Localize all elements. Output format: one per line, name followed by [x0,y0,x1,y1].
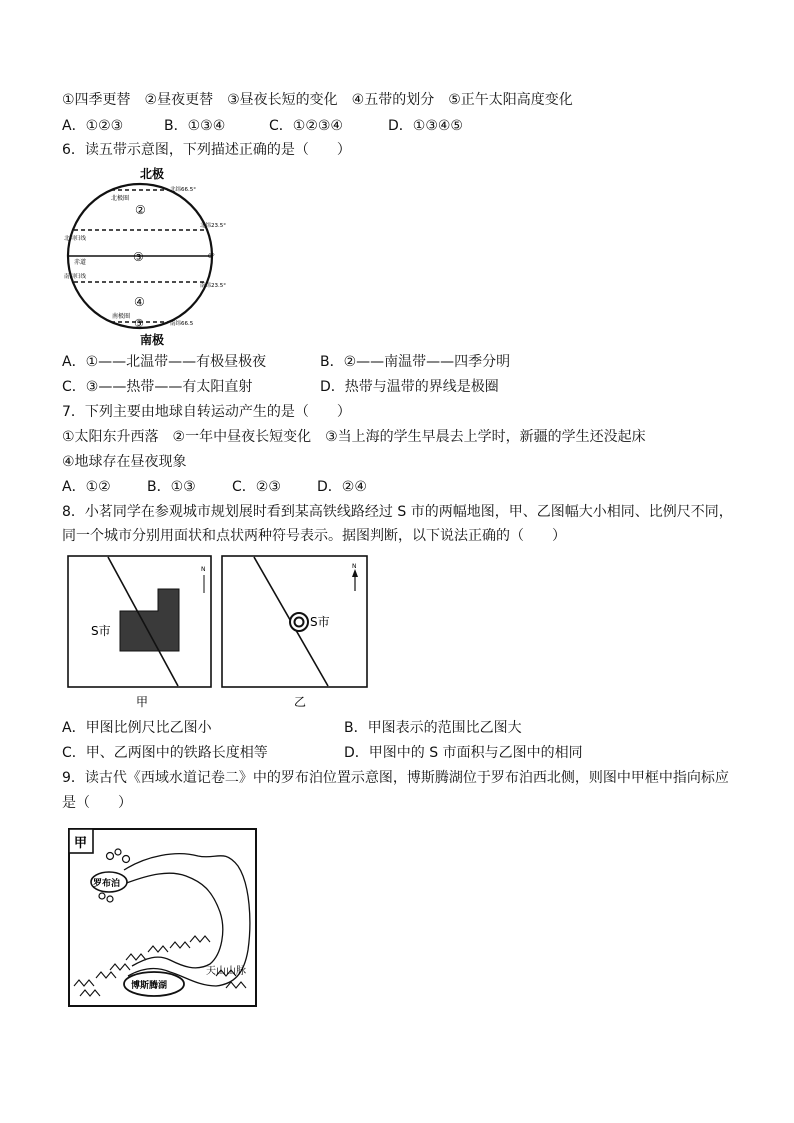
q5-option-a[interactable]: A．①②③ [62,118,124,134]
q6-option-b[interactable]: B．②——南温带——四季分明 [320,354,511,370]
antarctic-circle-label: 南极圈 [112,313,131,320]
lat-s66-label: 南纬66.5 [170,321,194,327]
arctic-circle-label: 北极圈 [111,195,130,202]
lop-nur-label: 罗布泊 [93,879,121,889]
q7-items-2: ④地球存在昼夜现象 [62,454,187,470]
zone-3-label: ③ [133,250,144,264]
q5-option-b[interactable]: B．①③④ [164,118,226,134]
q9-stem-1: 9．读古代《西域水道记卷二》中的罗布泊位置示意图，博斯腾湖位于罗布泊西北侧，则图中甲框中指向标应 [62,770,729,786]
q8-stem-1: 8．小茗同学在参观城市规划展时看到某高铁线路经过 S 市的两幅地图，甲、乙图幅大小相同、比例尺不同， [62,504,733,520]
q6-option-d[interactable]: D．热带与温带的界线是极圈 [320,379,499,395]
q6-option-c[interactable]: C．③——热带——有太阳直射 [62,379,253,395]
q5-items: ①四季更替 ②昼夜更替 ③昼夜长短的变化 ④五带的划分 ⑤正午太阳高度变化 [62,92,573,108]
north-pole-label: 北极 [140,167,165,181]
equator-label: 赤道 [74,259,87,266]
q6-stem: 6．读五带示意图，下列描述正确的是（ ） [62,142,351,158]
map-b-city-label: S市 [310,615,330,629]
zone-4-label: ④ [134,295,145,309]
q5-option-d[interactable]: D．①③④⑤ [388,118,463,134]
map-b-city-point-inner [295,618,304,627]
zone-5-label: ⑤ [134,317,144,330]
five-zones-diagram [62,164,252,346]
q5-option-c[interactable]: C．①②③④ [269,118,343,134]
lop-nur-map [66,826,260,1010]
map-a-caption: 甲 [136,695,149,709]
lat-n66-label: 北纬66.5° [170,187,196,193]
lat-eq-label: 0° [208,253,215,260]
q7-option-b[interactable]: B．①③ [147,479,196,495]
q8-option-c[interactable]: C．甲、乙两图中的铁路长度相等 [62,745,268,761]
south-pole-label: 南极 [140,333,165,346]
q7-option-a[interactable]: A．①② [62,479,111,495]
map-b-caption: 乙 [294,695,307,709]
map-a-north-label: N [201,566,206,573]
tianshan-label: 天山山脉 [206,966,246,977]
tropic-north-label: 北回归线 [64,236,87,242]
q8-option-a[interactable]: A．甲图比例尺比乙图小 [62,720,212,736]
q7-stem: 7．下列主要由地球自转运动产生的是（ ） [62,404,351,420]
q7-option-c[interactable]: C．②③ [232,479,281,495]
map-a-city-label: S市 [91,624,111,638]
zone-2-label: ② [135,203,146,217]
map-b-north-label: N [352,563,357,570]
q9-stem-2: 是（ ） [62,795,132,811]
q6-option-a[interactable]: A．①——北温带——有极昼极夜 [62,354,267,370]
direction-box-label: 甲 [74,836,88,851]
q8-option-b[interactable]: B．甲图表示的范围比乙图大 [344,720,522,736]
bosten-lake-label: 博斯腾湖 [131,981,168,991]
q8-option-d[interactable]: D．甲图中的 S 市面积与乙图中的相同 [344,745,583,761]
q7-option-d[interactable]: D．②④ [317,479,367,495]
lat-s23-label: 南纬23.5° [200,283,226,289]
lat-n23-label: 北纬23.5° [200,223,226,229]
tropic-south-label: 南回归线 [64,274,87,280]
city-maps-figure [66,553,376,711]
q7-items-1: ①太阳东升西落 ②一年中昼夜长短变化 ③当上海的学生早晨去上学时，新疆的学生还没起床 [62,429,646,445]
q8-stem-2: 同一个城市分别用面状和点状两种符号表示。据图判断，以下说法正确的（ ） [62,528,566,544]
